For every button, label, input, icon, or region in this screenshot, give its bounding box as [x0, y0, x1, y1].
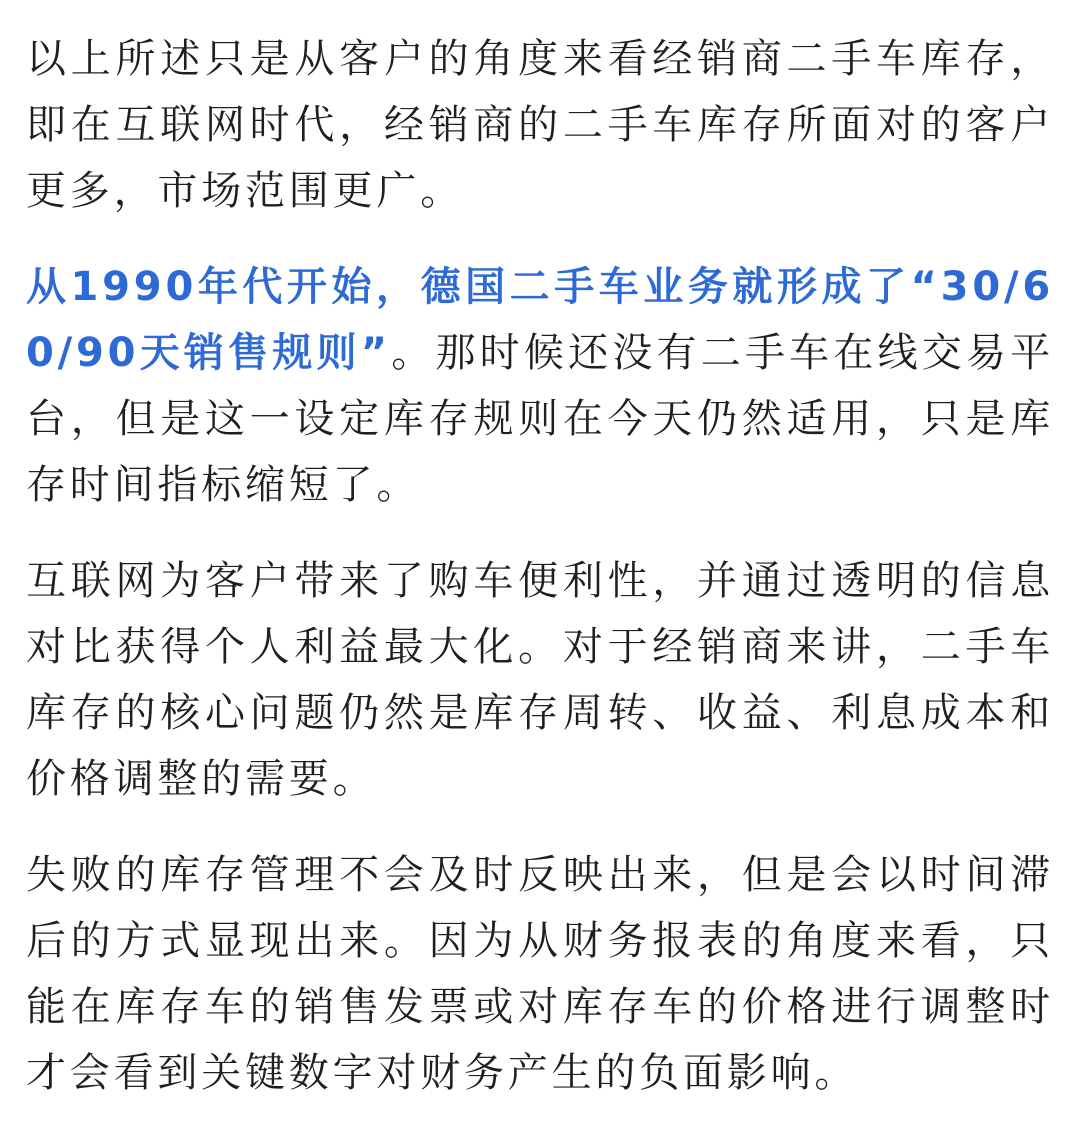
paragraph-2-highlight: 从1990年代开始，德国二手车业务就形成了“30/60/90天销售规则” — [26, 264, 1054, 376]
paragraph-3-text: 互联网为客户带来了购车便利性，并通过透明的信息对比获得个人利益最大化。对于经销商来讲，二手车库存的核心问题仍然是库存周转、收益、利息成本和价格调整的需要。 — [26, 558, 1054, 802]
paragraph-4 — [26, 842, 1054, 1106]
paragraph-1-text: 以上所述只是从客户的角度来看经销商二手车库存，即在互联网时代，经销商的二手车库存所面对的客户更多，市场范围更广。 — [26, 36, 1054, 214]
paragraph-2-text: 。那时候还没有二手车在线交易平台，但是这一设定库存规则在今天仍然适用，只是库存时间指标缩短了。 — [26, 330, 1054, 508]
paragraph-4-text: 失败的库存管理不会及时反映出来，但是会以时间滞后的方式显现出来。因为从财务报表的角度来看，只能在库存车的销售发票或对库存车的价格进行调整时才会看到关键数字对财务产生的负面影响。 — [26, 852, 1054, 1096]
paragraph-1 — [26, 26, 1054, 224]
paragraph-3 — [26, 548, 1054, 812]
paragraph-2 — [26, 254, 1054, 518]
